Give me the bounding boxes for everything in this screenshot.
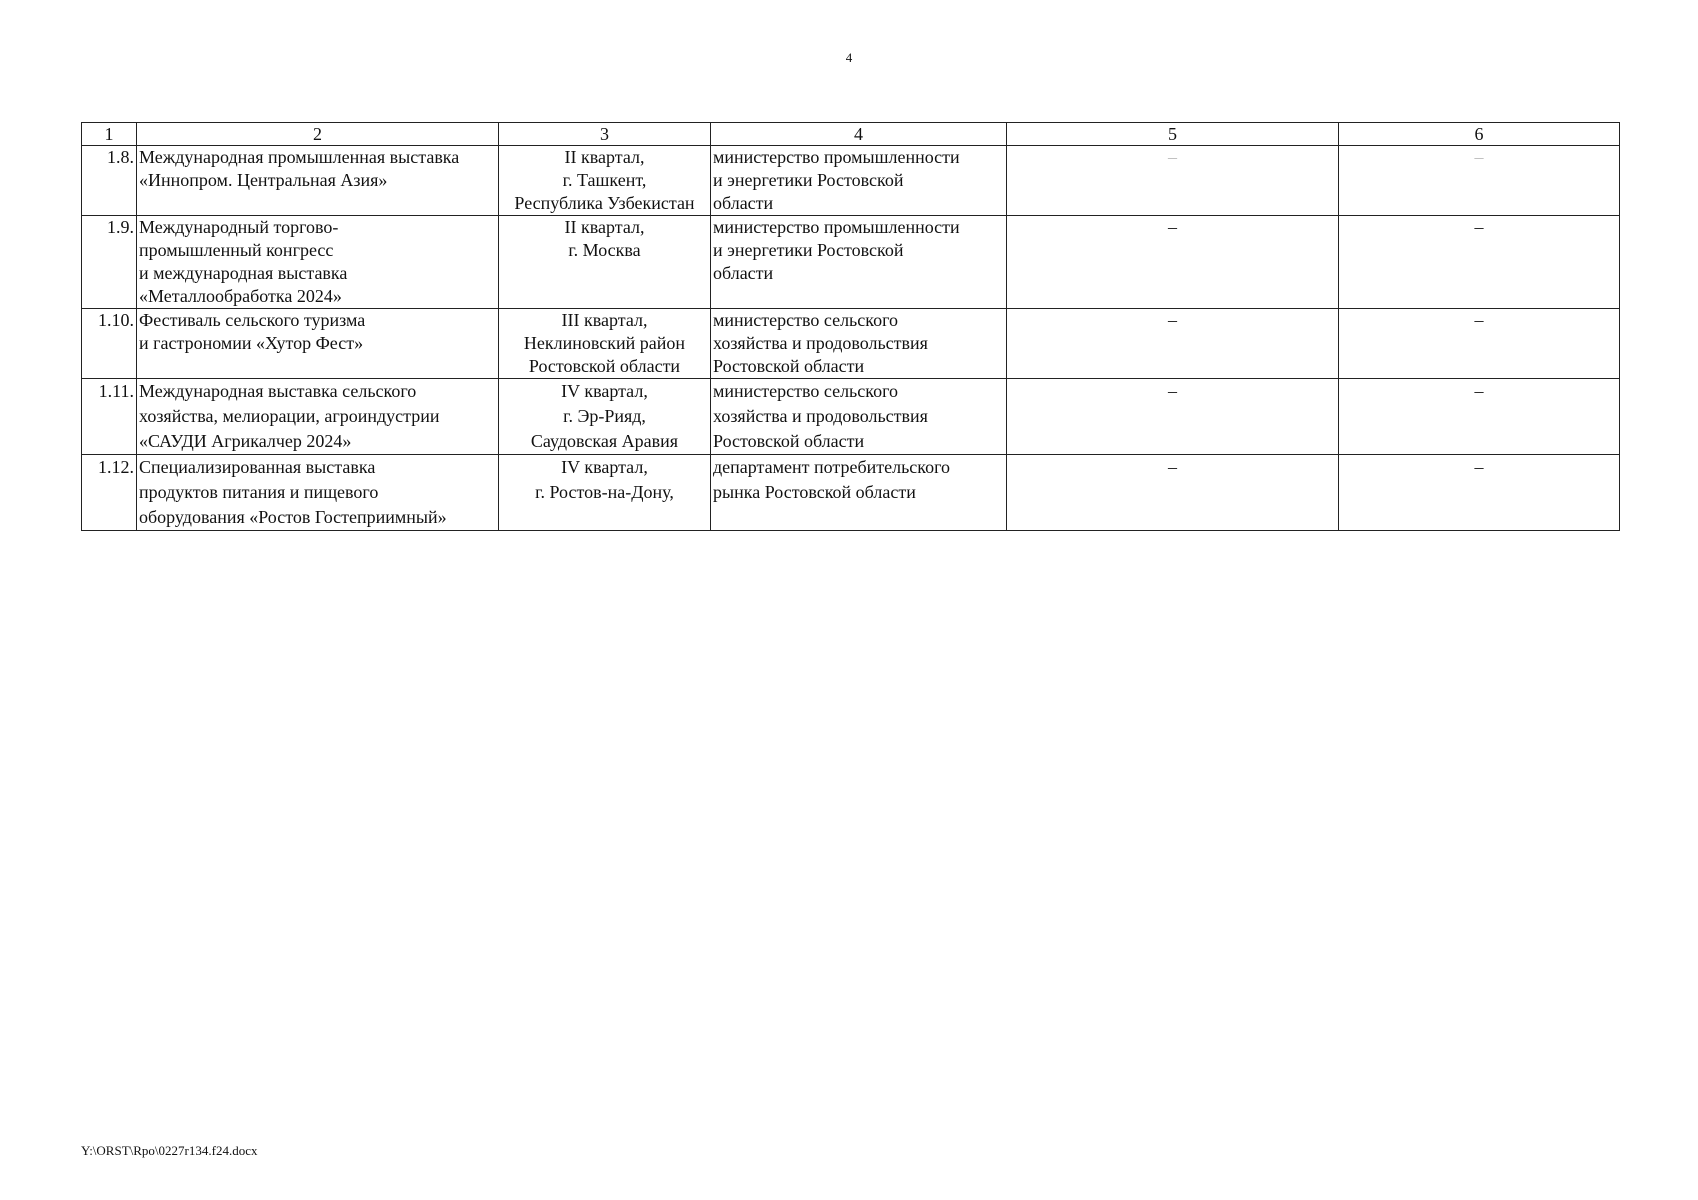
row-number: 1.10. xyxy=(82,309,137,379)
column-6-cell: – xyxy=(1339,379,1620,455)
period-cell xyxy=(499,309,711,379)
period-line: г. Ташкент, xyxy=(562,170,647,190)
period-line: Республика Узбекистан xyxy=(514,193,695,213)
organization-cell xyxy=(711,216,1007,309)
event-name-line: «САУДИ Агрикалчер 2024» xyxy=(139,431,352,451)
event-name-line: и международная выставка xyxy=(139,263,348,283)
column-header: 2 xyxy=(137,123,499,146)
event-name-cell xyxy=(137,146,499,216)
event-name-line: промышленный конгресс xyxy=(139,240,334,260)
period-cell xyxy=(499,216,711,309)
event-name-cell xyxy=(137,309,499,379)
period-line: г. Эр-Рияд, xyxy=(563,406,646,426)
period-cell xyxy=(499,379,711,455)
event-name-cell xyxy=(137,379,499,455)
page-number: 4 xyxy=(845,50,853,65)
column-6-cell: – xyxy=(1339,455,1620,531)
table-row xyxy=(82,379,1620,455)
organization-line: министерство сельского xyxy=(713,381,899,401)
period-line: IV квартал, xyxy=(561,381,648,401)
organization-line: рынка Ростовской области xyxy=(713,482,916,502)
row-number: 1.8. xyxy=(82,146,137,216)
organization-line: области xyxy=(713,263,774,283)
column-5-cell: – xyxy=(1007,146,1339,216)
column-5-cell: – xyxy=(1007,455,1339,531)
organization-line: министерство сельского xyxy=(713,310,899,330)
events-table xyxy=(81,122,1620,531)
table-row xyxy=(82,455,1620,531)
period-line: III квартал, xyxy=(561,310,648,330)
event-name-line: «Металлообработка 2024» xyxy=(139,286,342,306)
organization-cell xyxy=(711,309,1007,379)
column-5-cell: – xyxy=(1007,216,1339,309)
event-name-line: и гастрономии «Хутор Фест» xyxy=(139,333,364,353)
event-name-line: Международная выставка сельского xyxy=(139,381,417,401)
event-name-line: оборудования «Ростов Гостеприимный» xyxy=(139,507,447,527)
period-line: II квартал, xyxy=(564,217,645,237)
table-row xyxy=(82,216,1620,309)
row-number: 1.12. xyxy=(82,455,137,531)
column-6-cell: – xyxy=(1339,309,1620,379)
organization-cell xyxy=(711,455,1007,531)
organization-line: министерство промышленности xyxy=(713,217,960,237)
period-line: II квартал, xyxy=(564,147,645,167)
column-6-cell: – xyxy=(1339,216,1620,309)
event-name-line: хозяйства, мелиорации, агроиндустрии xyxy=(139,406,440,426)
event-name-line: Международный торгово- xyxy=(139,217,339,237)
organization-line: Ростовской области xyxy=(713,356,865,376)
column-header: 3 xyxy=(499,123,711,146)
column-6-cell: – xyxy=(1339,146,1620,216)
table-row xyxy=(82,309,1620,379)
column-5-cell: – xyxy=(1007,309,1339,379)
column-header: 6 xyxy=(1339,123,1620,146)
event-name-line: Специализированная выставка xyxy=(139,457,376,477)
event-name-line: «Иннопром. Центральная Азия» xyxy=(139,170,388,190)
period-line: г. Ростов-на-Дону, xyxy=(535,482,674,502)
period-line: Саудовская Аравия xyxy=(530,431,679,451)
period-line: Ростовской области xyxy=(528,356,681,376)
organization-cell xyxy=(711,379,1007,455)
organization-line: и энергетики Ростовской xyxy=(713,170,904,190)
organization-line: области xyxy=(713,193,774,213)
event-name-line: Фестиваль сельского туризма xyxy=(139,310,366,330)
organization-line: хозяйства и продовольствия xyxy=(713,333,928,353)
document-path-footer: Y:\ORST\Rpo\0227r134.f24.docx xyxy=(81,1143,258,1158)
event-name-cell xyxy=(137,216,499,309)
column-header: 1 xyxy=(82,123,137,146)
organization-line: Ростовской области xyxy=(713,431,865,451)
event-name-cell xyxy=(137,455,499,531)
period-line: Неклиновский район xyxy=(523,333,686,353)
organization-line: департамент потребительского xyxy=(713,457,951,477)
table-row xyxy=(82,146,1620,216)
organization-line: хозяйства и продовольствия xyxy=(713,406,928,426)
period-line: г. Москва xyxy=(568,240,641,260)
column-header: 5 xyxy=(1007,123,1339,146)
organization-cell xyxy=(711,146,1007,216)
column-header: 4 xyxy=(711,123,1007,146)
column-5-cell: – xyxy=(1007,379,1339,455)
event-name-line: продуктов питания и пищевого xyxy=(139,482,379,502)
organization-line: министерство промышленности xyxy=(713,147,960,167)
event-name-line: Международная промышленная выставка xyxy=(139,147,460,167)
table-header-row xyxy=(82,123,1620,146)
organization-line: и энергетики Ростовской xyxy=(713,240,904,260)
row-number: 1.11. xyxy=(82,379,137,455)
period-line: IV квартал, xyxy=(561,457,648,477)
period-cell xyxy=(499,146,711,216)
period-cell xyxy=(499,455,711,531)
row-number: 1.9. xyxy=(82,216,137,309)
